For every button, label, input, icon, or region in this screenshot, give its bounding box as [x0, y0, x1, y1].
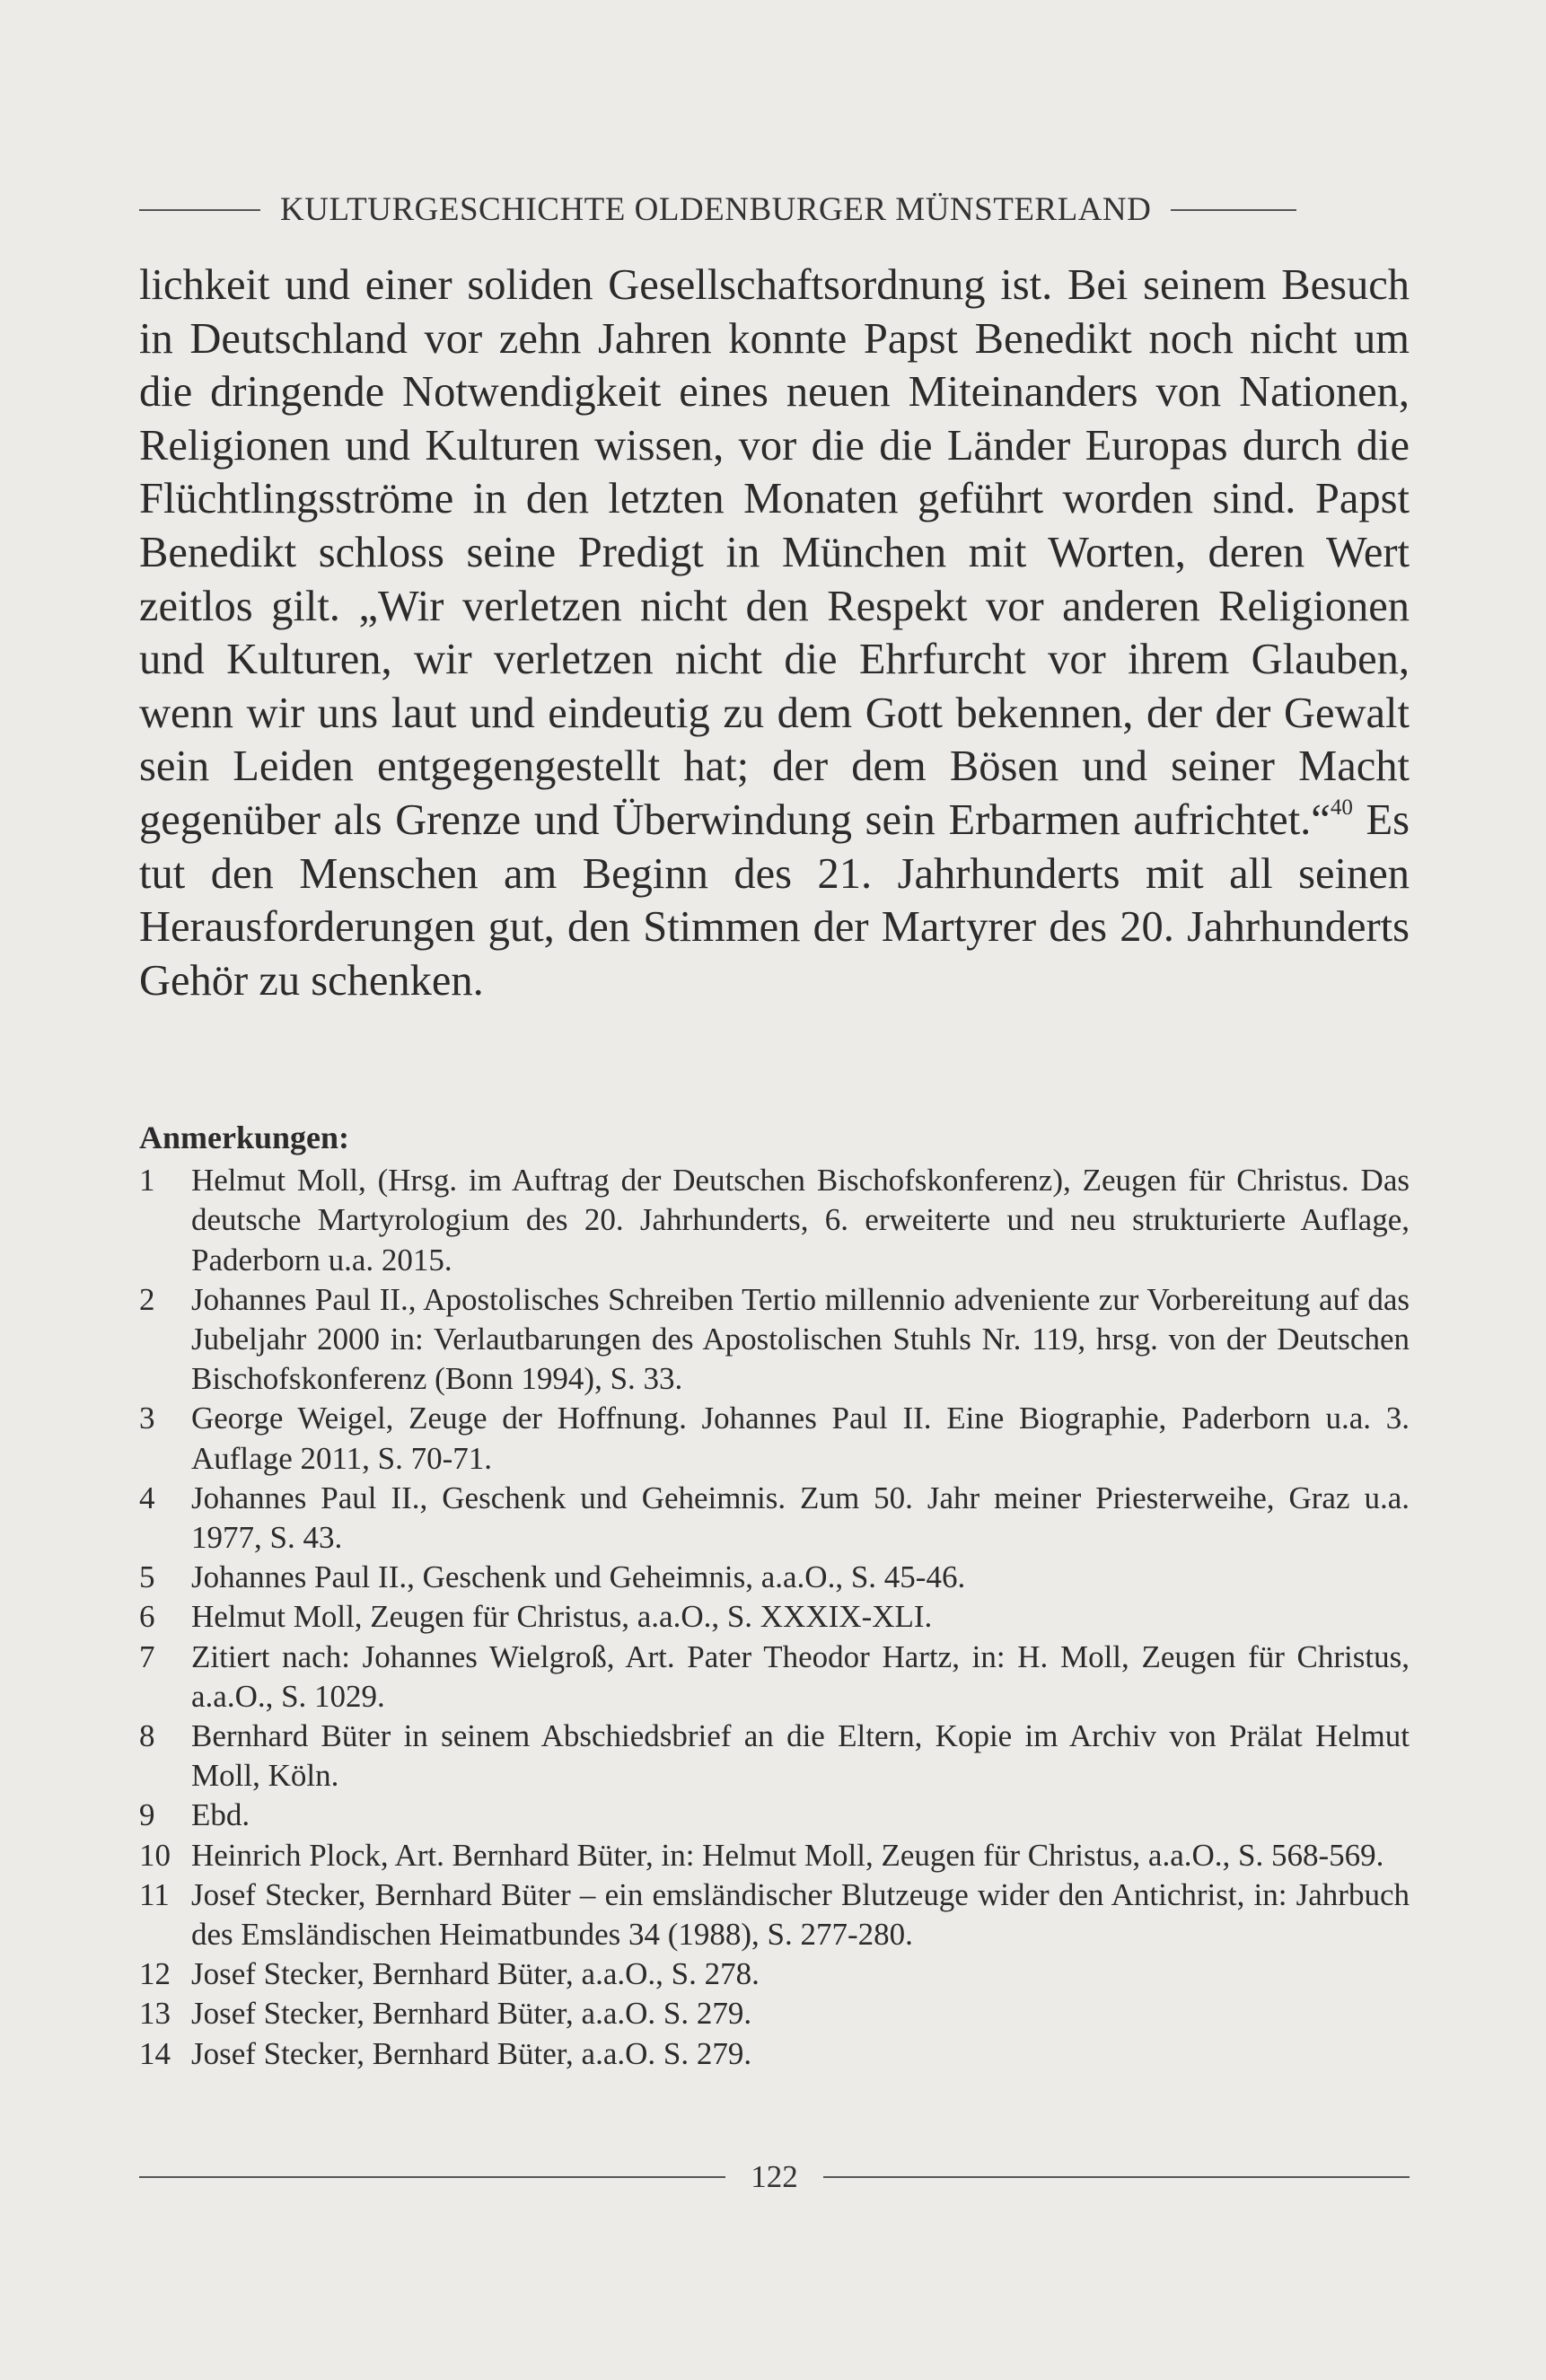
notes-heading: Anmerkungen:	[139, 1120, 350, 1155]
notes-list	[139, 1161, 1410, 2074]
note-item	[139, 1399, 1410, 1478]
note-number: 6	[139, 1599, 155, 1635]
note-item	[139, 1875, 1410, 1954]
note-item	[139, 1638, 1410, 1717]
note-text: Josef Stecker, Bernhard Büter – ein emsländischer Blutzeuge wider den Antichrist, in: Jahrbuch des Emsländischen Heimatbundes 34 (1988), S. 277-280.	[191, 1876, 1410, 1953]
note-number: 1	[139, 1163, 155, 1199]
note-number: 14	[139, 2035, 171, 2071]
note-item	[139, 1717, 1410, 1796]
note-number: 11	[139, 1876, 170, 1912]
footnote-reference: 40	[1330, 795, 1353, 820]
page-footer	[139, 2159, 1410, 2195]
note-item	[139, 1558, 1410, 1597]
note-item	[139, 1280, 1410, 1400]
page-number: 122	[751, 2159, 798, 2194]
note-item	[139, 1479, 1410, 1558]
note-text: Johannes Paul II., Apostolisches Schreiben Tertio millennio adveniente zur Vorbereitung auf das Jubeljahr 2000 in: Verlautbarungen des Apostolischen Stuhls Nr. 119, hrsg. von der Deutschen Bischofskonferenz (Bonn 1994), S. 33.	[191, 1281, 1410, 1397]
note-text: Zitiert nach: Johannes Wielgroß, Art. Pater Theodor Hartz, in: H. Moll, Zeugen für Christus, a.a.O., S. 1029.	[191, 1638, 1410, 1714]
running-header	[139, 190, 1410, 229]
note-number: 12	[139, 1956, 171, 1992]
note-number: 4	[139, 1480, 155, 1515]
main-text	[139, 259, 1410, 1007]
note-text: Ebd.	[191, 1797, 250, 1833]
note-text: George Weigel, Zeuge der Hoffnung. Johannes Paul II. Eine Biographie, Paderborn u.a. 3. Auflage 2011, S. 70-71.	[191, 1401, 1410, 1476]
note-text: Josef Stecker, Bernhard Büter, a.a.O., S. 278.	[191, 1956, 760, 1992]
note-item	[139, 1796, 1410, 1835]
note-text: Helmut Moll, (Hrsg. im Auftrag der Deutschen Bischofskonferenz), Zeugen für Christus. Das deutsche Martyrologium des 20. Jahrhunderts, 6. erweiterte und neu strukturierte Auflage, Paderborn u.a. 2015.	[191, 1163, 1410, 1278]
note-text: Josef Stecker, Bernhard Büter, a.a.O. S. 279.	[191, 2035, 752, 2071]
body-paragraph	[139, 259, 1410, 1007]
note-text: Heinrich Plock, Art. Bernhard Büter, in: Helmut Moll, Zeugen für Christus, a.a.O., S. 568-569.	[191, 1837, 1384, 1873]
note-number: 2	[139, 1281, 155, 1317]
note-text: Johannes Paul II., Geschenk und Geheimnis, a.a.O., S. 45-46.	[191, 1559, 966, 1595]
paragraph-text: lichkeit und einer soliden Gesellschaftsordnung ist. Bei seinem Besuch in Deutschland vor zehn Jahren konnte Papst Benedikt noch nicht um die dringende Notwendigkeit eines neuen Miteinanders von Nationen, Religionen und Kulturen wissen, vor die die Länder Europas durch die Flüchtlingsströme in den letzten Monaten geführt worden sind. Papst Benedikt schloss seine Predigt in München mit Worten, deren Wert zeitlos gilt. „Wir verletzen nicht den Respekt vor anderen Religionen und Kulturen, wir verletzen nicht die Ehrfurcht vor ihrem Glauben, wenn wir uns laut und eindeutig zu dem Gott bekennen, der der Gewalt sein Leiden entgegengestellt hat; der dem Bösen und seiner Macht gegenüber als Grenze und Überwindung sein Erbarmen aufrichtet.“	[139, 261, 1410, 844]
endnotes	[139, 1118, 1410, 2074]
note-number: 7	[139, 1638, 155, 1674]
footer-rule-left	[139, 2176, 725, 2178]
note-item	[139, 2034, 1410, 2074]
note-text: Josef Stecker, Bernhard Büter, a.a.O. S. 279.	[191, 1996, 752, 2032]
note-text: Helmut Moll, Zeugen für Christus, a.a.O., S. XXXIX-XLI.	[191, 1599, 933, 1635]
header-rule-left	[139, 209, 260, 211]
note-number: 9	[139, 1797, 155, 1833]
note-number: 3	[139, 1401, 155, 1436]
paragraph-text-end: Es tut den Menschen am Beginn des 21. Jahrhunderts mit all seinen Herausforderungen gut, den Stimmen der Martyrer des 20. Jahrhunderts Gehör zu schenken.	[139, 795, 1410, 1005]
running-title: KULTURGESCHICHTE OLDENBURGER MÜNSTERLAND	[280, 191, 1152, 228]
note-item	[139, 1836, 1410, 1875]
header-rule-right	[1171, 209, 1296, 211]
footer-rule-right	[823, 2176, 1410, 2178]
note-item	[139, 1597, 1410, 1637]
note-number: 5	[139, 1559, 155, 1595]
note-item	[139, 1954, 1410, 1994]
note-text: Bernhard Büter in seinem Abschiedsbrief an die Eltern, Kopie im Archiv von Prälat Helmut Moll, Köln.	[191, 1718, 1410, 1794]
note-number: 10	[139, 1837, 171, 1873]
note-item	[139, 1161, 1410, 1280]
note-text: Johannes Paul II., Geschenk und Geheimnis. Zum 50. Jahr meiner Priesterweihe, Graz u.a. 1977, S. 43.	[191, 1480, 1410, 1556]
note-item	[139, 1994, 1410, 2033]
note-number: 8	[139, 1718, 155, 1754]
note-number: 13	[139, 1996, 171, 2032]
